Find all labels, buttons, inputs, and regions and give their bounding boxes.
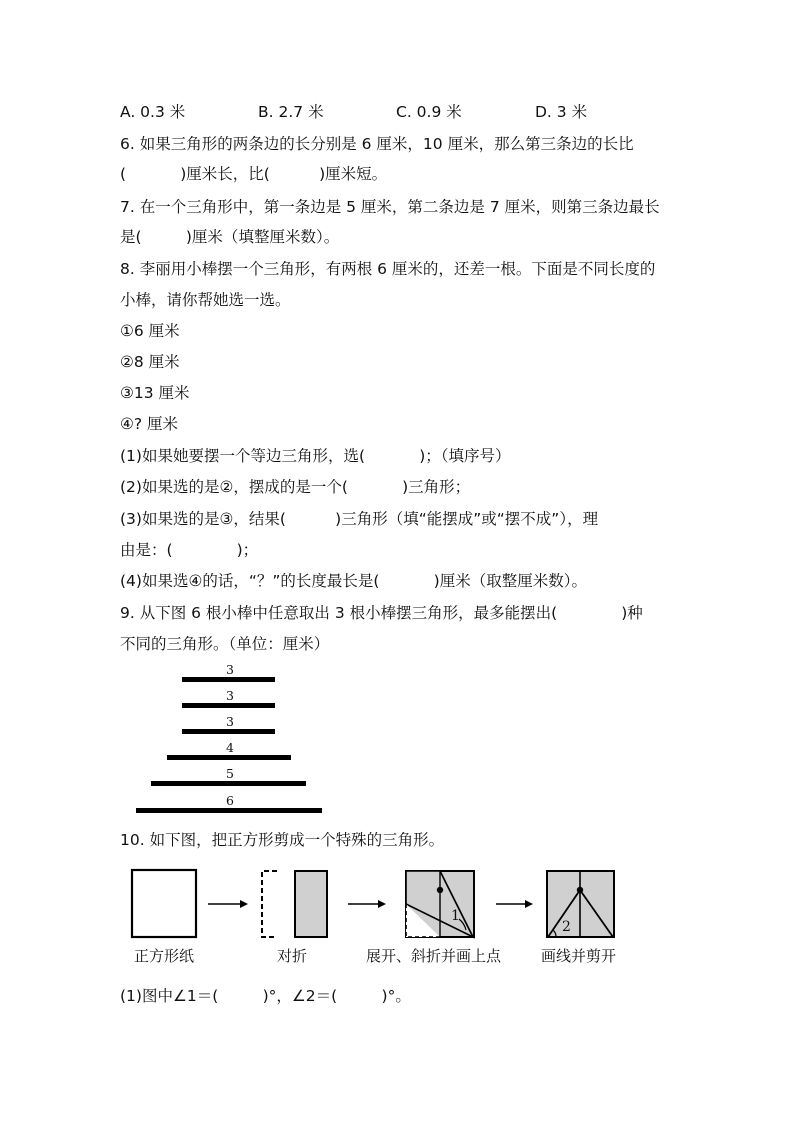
stick-label: 3	[226, 662, 234, 677]
question-9-line-2: 不同的三角形。（单位：厘米）	[120, 635, 330, 653]
stick-option-2: ②8 厘米	[120, 353, 180, 371]
arrow-right-icon	[496, 900, 533, 908]
question-8-line-2: 小棒，请你帮她选一选。	[120, 291, 291, 309]
question-7-line-2: 是( )厘米（填整厘米数）。	[120, 228, 340, 246]
fold-point	[437, 887, 443, 893]
caption-fold-half: 对折	[277, 947, 308, 965]
arrow-right-icon	[208, 900, 248, 908]
stick-label: 3	[226, 688, 234, 703]
stick	[151, 781, 306, 786]
question-7-line-1: 7. 在一个三角形中，第一条边是 5 厘米，第二条边是 7 厘米，则第三条边最长	[120, 198, 660, 216]
option-c: C. 0.9 米	[396, 103, 462, 121]
angle-2-label: 2	[562, 919, 571, 935]
question-8-line-1: 8. 李丽用小棒摆一个三角形，有两根 6 厘米的，还差一根。下面是不同长度的	[120, 260, 656, 278]
question-10-line-1: 10. 如下图，把正方形剪成一个特殊的三角形。	[120, 831, 445, 849]
angle-1-label: 1	[451, 908, 460, 924]
question-8-sub-3: (3)如果选的是③，结果( )三角形（填“能摆成”或“摆不成”），理	[120, 510, 599, 528]
question-6-line-1: 6. 如果三角形的两条边的长分别是 6 厘米，10 厘米，那么第三条边的长比	[120, 135, 634, 153]
question-8-sub-3b: 由是：( )；	[120, 541, 259, 559]
folding-diagram	[0, 860, 794, 950]
option-d: D. 3 米	[535, 103, 588, 121]
square-paper	[132, 870, 196, 937]
unfold-slant-fold	[406, 871, 474, 937]
stick-label: 3	[226, 714, 234, 729]
question-8-sub-2: (2)如果选的是②，摆成的是一个( )三角形；	[120, 478, 471, 496]
option-b: B. 2.7 米	[258, 103, 324, 121]
question-10-sub-1: (1)图中∠1＝( )°，∠2＝( )°。	[120, 987, 411, 1005]
stick	[182, 677, 275, 682]
caption-square-paper: 正方形纸	[134, 947, 195, 965]
stick	[136, 808, 322, 813]
caption-unfold-slant: 展开、斜折并画上点	[366, 947, 502, 965]
stick	[182, 703, 275, 708]
stick-label: 5	[226, 766, 234, 781]
question-9-line-1: 9. 从下图 6 根小棒中任意取出 3 根小棒摆三角形，最多能摆出( )种	[120, 604, 643, 622]
top-point	[577, 887, 583, 893]
stick	[167, 755, 291, 760]
stick-option-1: ①6 厘米	[120, 322, 180, 340]
draw-lines-and-cut	[547, 871, 614, 937]
arrow-right-icon	[348, 900, 386, 908]
question-8-sub-1: (1)如果她要摆一个等边三角形，选( )；（填序号）	[120, 447, 511, 465]
stick-label: 4	[226, 740, 234, 755]
stick	[182, 729, 275, 734]
stick-label: 6	[226, 793, 234, 808]
question-6-line-2: ( )厘米长，比( )厘米短。	[120, 165, 388, 183]
question-8-sub-4: (4)如果选④的话，“？”的长度最长是( )厘米（取整厘米数）。	[120, 572, 587, 590]
stick-option-4: ④? 厘米	[120, 415, 179, 433]
folded-paper	[262, 871, 327, 937]
stick-option-3: ③13 厘米	[120, 384, 190, 402]
caption-draw-cut: 画线并剪开	[541, 947, 617, 965]
option-a: A. 0.3 米	[120, 103, 186, 121]
